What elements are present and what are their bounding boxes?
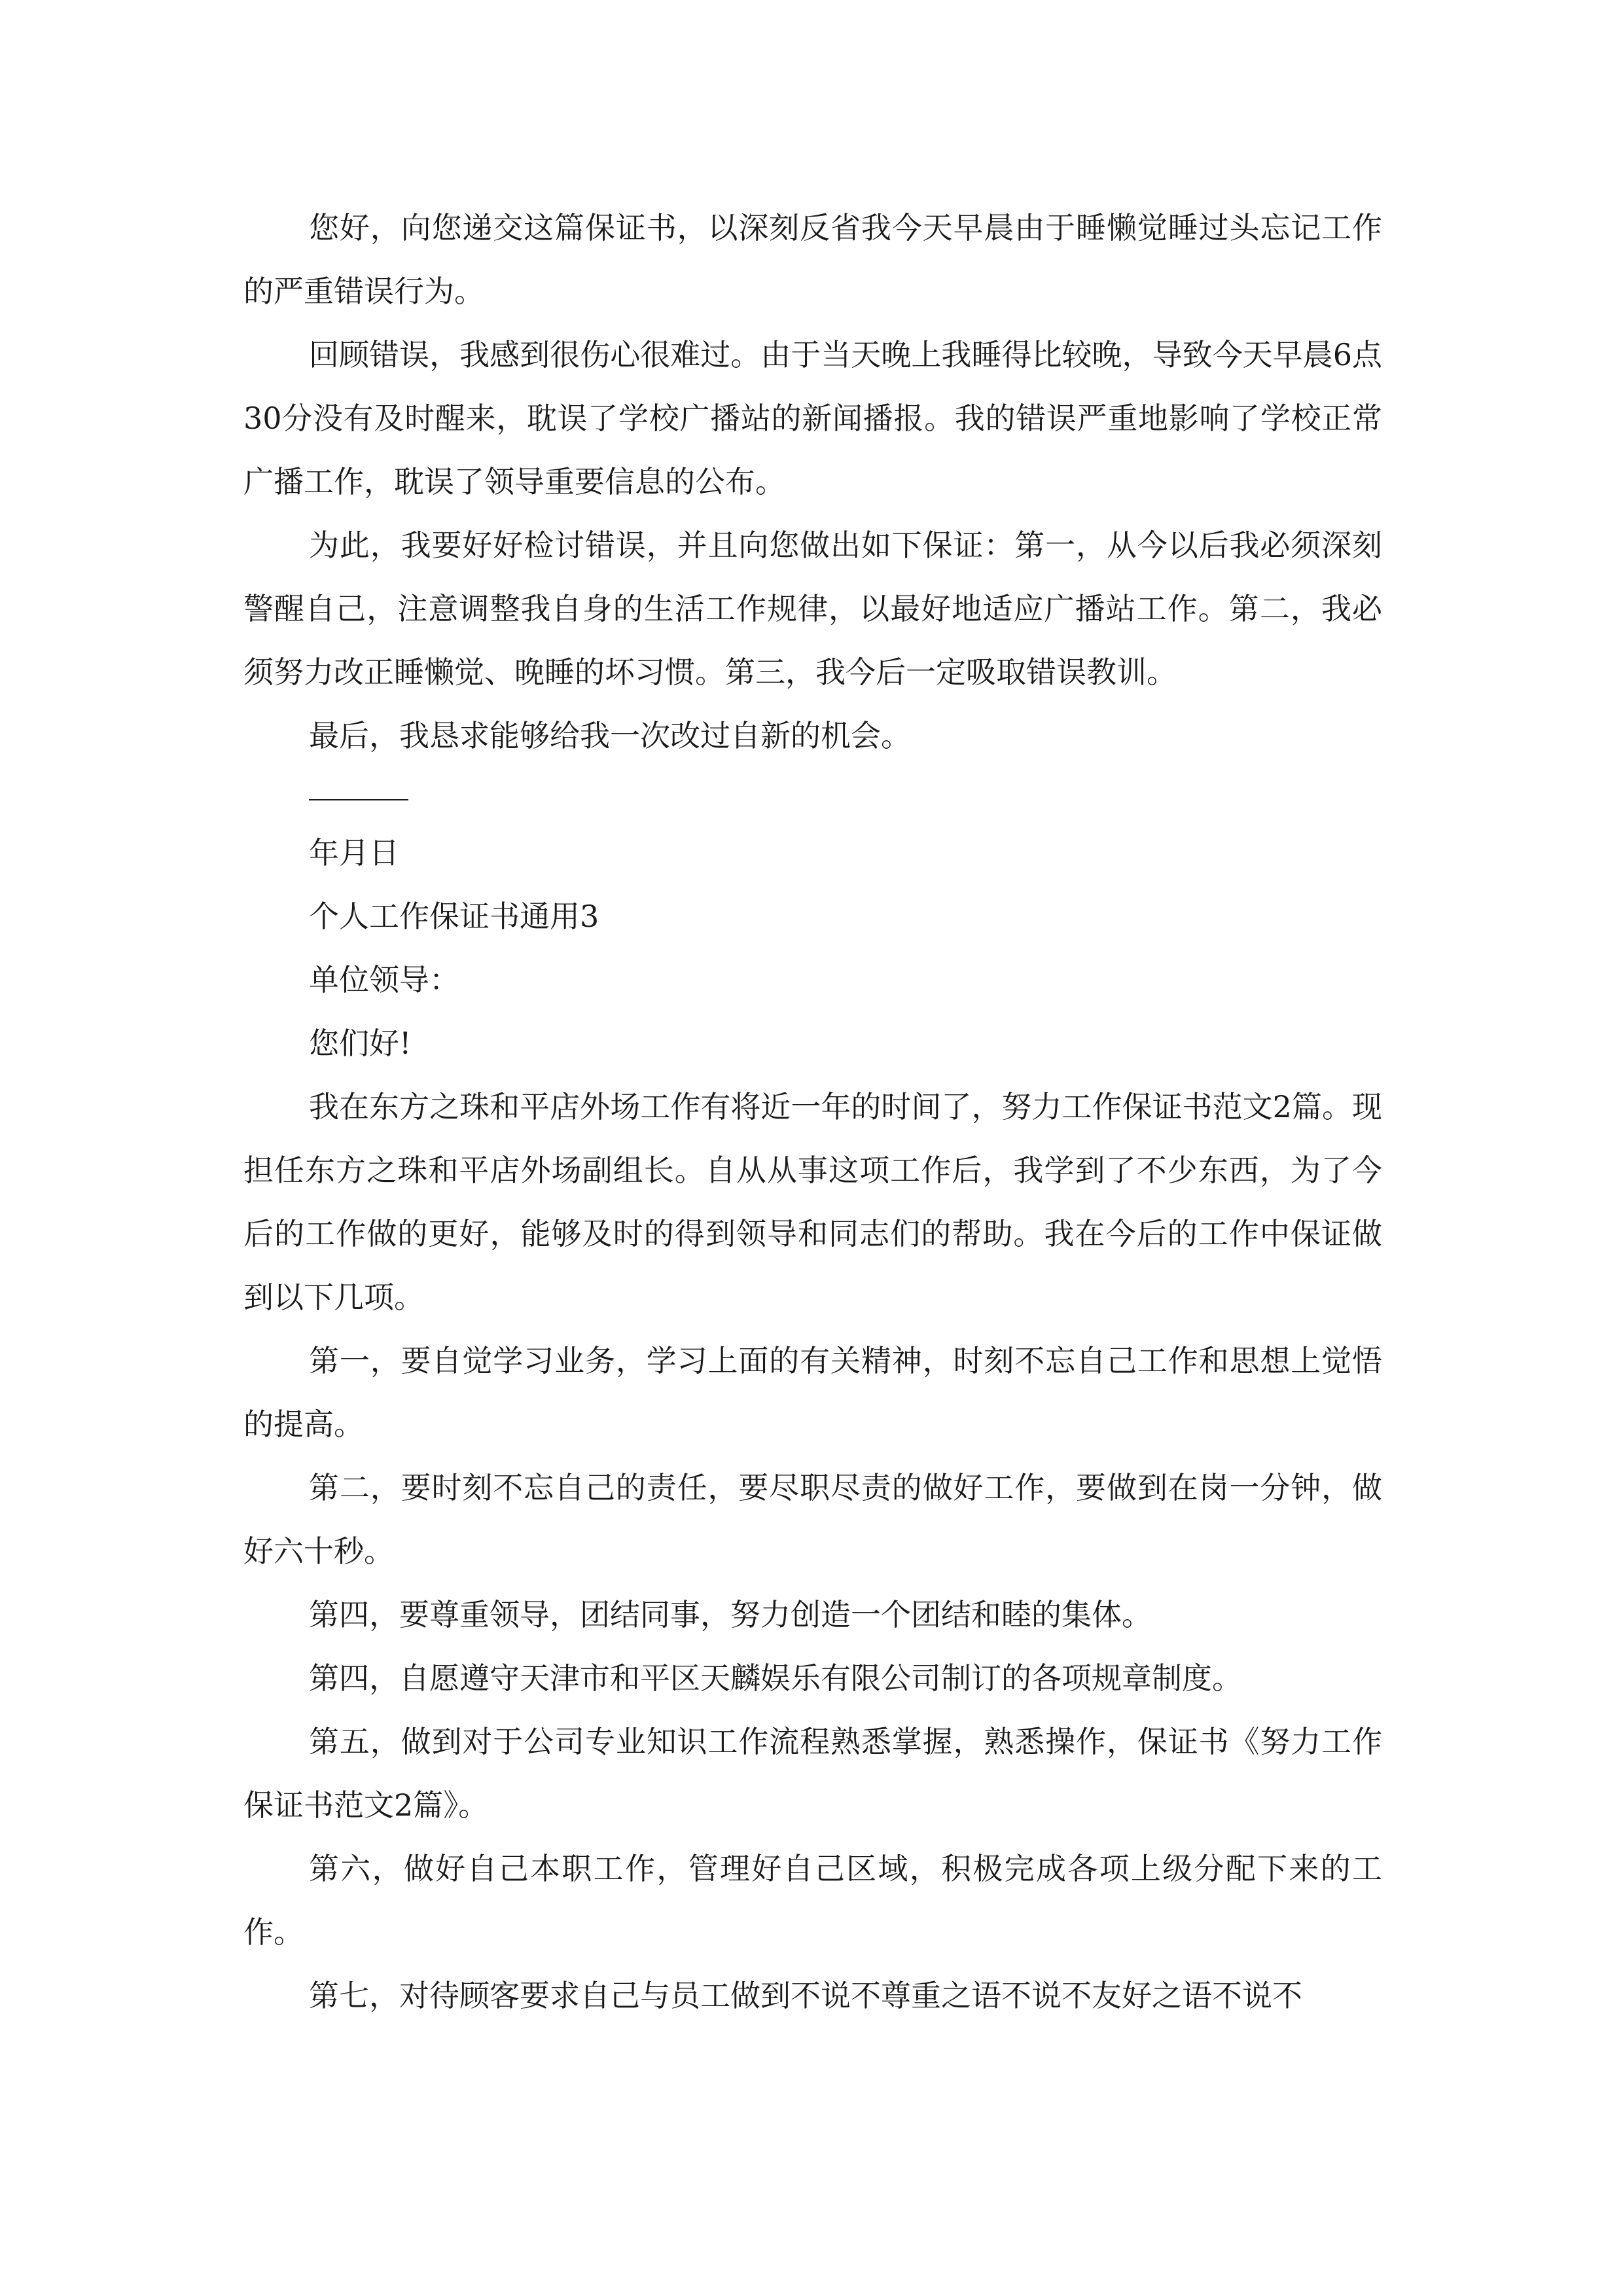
paragraph: 第二，要时刻不忘自己的责任，要尽职尽责的做好工作，要做到在岗一分钟，做好六十秒。 (243, 1470, 1382, 1569)
section-title: 个人工作保证书通用3 (309, 899, 599, 934)
salutation: 单位领导： (309, 962, 459, 997)
greeting: 您们好! (309, 1026, 412, 1061)
paragraph: 第六，做好自己本职工作，管理好自己区域，积极完成各项上级分配下来的工作。 (243, 1851, 1382, 1950)
paragraph: 第五，做到对于公司专业知识工作流程熟悉掌握，熟悉操作，保证书《努力工作保证书范文2篇》。 (243, 1724, 1382, 1823)
paragraph: 您好，向您递交这篇保证书，以深刻反省我今天早晨由于睡懒觉睡过头忘记工作的严重错误行为。 (243, 210, 1382, 309)
signature-line (309, 768, 408, 800)
paragraph: 第四，自愿遵守天津市和平区天麟娱乐有限公司制订的各项规章制度。 (309, 1660, 1242, 1696)
paragraph: 为此，我要好好检讨错误，并且向您做出如下保证：第一，从今以后我必须深刻警醒自己，注意调整我自身的生活工作规律，以最好地适应广播站工作。第二，我必须努力改正睡懒觉、晚睡的坏习惯。第三，我今后一定吸取错误教训。 (243, 528, 1382, 690)
date-line: 年月日 (309, 835, 399, 870)
paragraph: 我在东方之珠和平店外场工作有将近一年的时间了，努力工作保证书范文2篇。现担任东方之珠和平店外场副组长。自从从事这项工作后，我学到了不少东西，为了今后的工作做的更好，能够及时的得到领导和同志们的帮助。我在今后的工作中保证做到以下几项。 (243, 1089, 1382, 1315)
paragraph: 最后，我恳求能够给我一次改过自新的机会。 (309, 718, 911, 753)
paragraph: 第一，要自觉学习业务，学习上面的有关精神，时刻不忘自己工作和思想上觉悟的提高。 (243, 1343, 1382, 1442)
paragraph: 回顾错误，我感到很伤心很难过。由于当天晚上我睡得比较晚，导致今天早晨6点30分没有及时醒来，耽误了学校广播站的新闻播报。我的错误严重地影响了学校正常广播工作，耽误了领导重要信息的公布。 (243, 337, 1382, 499)
document-body (243, 196, 1382, 2028)
paragraph: 第四，要尊重领导，团结同事，努力创造一个团结和睦的集体。 (309, 1597, 1152, 1632)
paragraph: 第七，对待顾客要求自己与员工做到不说不尊重之语不说不友好之语不说不 (309, 1978, 1302, 2013)
